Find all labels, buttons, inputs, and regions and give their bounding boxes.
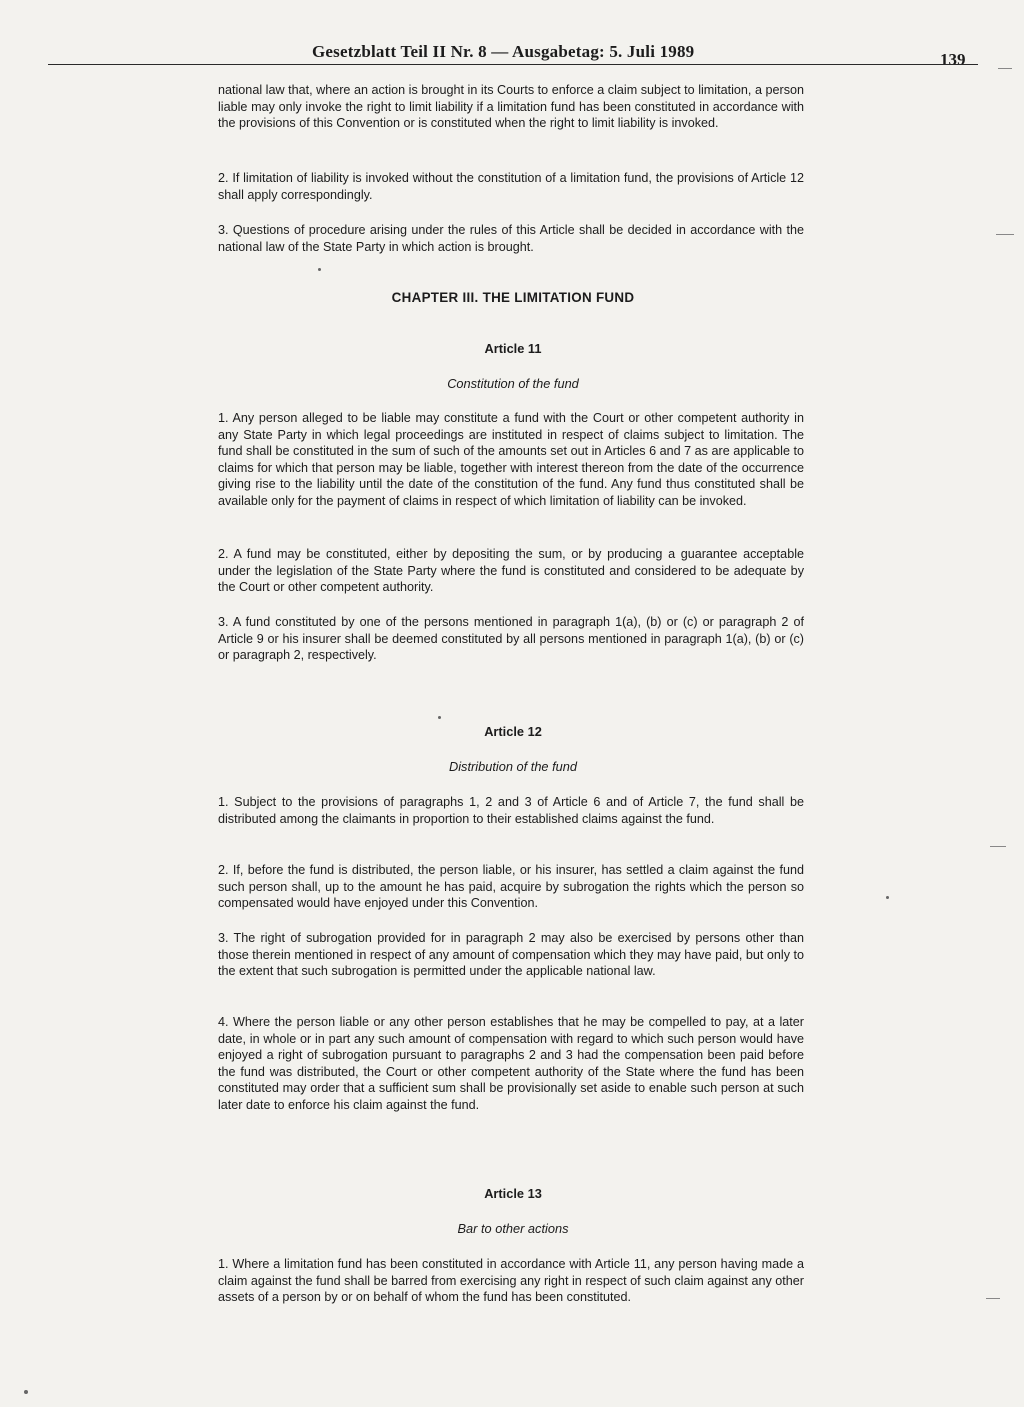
article10-paragraph-3: 3. Questions of procedure arising under the rules of this Article shall be decided in accordance with the national law of the State Party in which action is brought.	[218, 223, 804, 254]
scan-mark	[998, 68, 1012, 69]
running-head: Gesetzblatt Teil II Nr. 8 — Ausgabetag: 5. Juli 1989	[312, 42, 695, 61]
page-number: 139	[940, 50, 966, 69]
header-rule	[48, 64, 978, 65]
article-12-title: Article 12	[484, 724, 542, 739]
article-13-paragraph-1: 1. Where a limitation fund has been constituted in accordance with Article 11, any person having made a claim against the fund shall be barred from exercising any right in respect of such claim against any other assets of a person by or on behalf of whom the fund has been constituted.	[218, 1257, 804, 1305]
scan-mark	[986, 1298, 1000, 1299]
article-13-title: Article 13	[484, 1186, 542, 1201]
scan-speck	[24, 1390, 28, 1394]
article-12-paragraph-2: 2. If, before the fund is distributed, the person liable, or his insurer, has settled a claim against the fund such person shall, up to the amount he has paid, acquire by subrogation the rights which the person so compensated would have enjoyed under this Convention.	[218, 863, 804, 911]
scan-mark	[996, 234, 1014, 235]
article-12-subtitle: Distribution of the fund	[448, 759, 578, 774]
article10-paragraph-2: 2. If limitation of liability is invoked without the constitution of a limitation fund, the provisions of Article 12 shall apply correspondingly.	[218, 171, 804, 202]
article-11-title: Article 11	[484, 341, 542, 356]
article-13-subtitle: Bar to other actions	[457, 1221, 569, 1236]
article-12-paragraph-3: 3. The right of subrogation provided for in paragraph 2 may also be exercised by persons other than those therein mentioned in respect of any amount of compensation which they may have paid, but only to the extent that such subrogation is permitted under the applicable national law.	[218, 931, 804, 979]
article-11-paragraph-2: 2. A fund may be constituted, either by depositing the sum, or by producing a guarantee acceptable under the legislation of the State Party where the fund is constituted and considered to be adequate by the Court or other competent authority.	[218, 547, 804, 595]
article-11-paragraph-1: 1. Any person alleged to be liable may constitute a fund with the Court or other competent authority in any State Party in which legal proceedings are instituted in respect of claims subject to limitation. The fund shall be constituted in the sum of such of the amounts set out in Articles 6 and 7 as are applicable to claims for which that person may be liable, together with interest thereon from the date of the occurrence giving rise to the liability until the date of the constitution of the fund. Any fund thus constituted shall be available only for the payment of claims in respect of which limitation of liability can be invoked.	[218, 411, 804, 508]
article-12-paragraph-1: 1. Subject to the provisions of paragraphs 1, 2 and 3 of Article 6 and of Article 7, the fund shall be distributed among the claimants in proportion to their established claims against the fund.	[218, 795, 804, 826]
scan-speck	[438, 716, 441, 719]
scan-speck	[318, 268, 321, 271]
chapter-title: CHAPTER III. THE LIMITATION FUND	[391, 290, 635, 305]
page-header	[48, 40, 994, 72]
scan-speck	[886, 896, 889, 899]
article-11-paragraph-3: 3. A fund constituted by one of the persons mentioned in paragraph 1(a), (b) or (c) or paragraph 2 of Article 9 or his insurer shall be deemed constituted by all persons mentioned in paragraph 1(a), (b) or (c) or paragraph 2, respectively.	[218, 615, 804, 663]
scan-mark	[990, 846, 1006, 847]
article-11-subtitle: Constitution of the fund	[447, 376, 579, 391]
article-12-paragraph-4: 4. Where the person liable or any other person establishes that he may be compelled to pay, at a later date, in whole or in part any such amount of compensation with regard to which such person would have enjoyed a right of subrogation pursuant to paragraphs 2 and 3 had the compensation been paid before the fund was distributed, the Court or other competent authority of the State where the fund has been constituted may order that a sufficient sum shall be provisionally set aside to enable such person at such later date to enforce his claim against the fund.	[218, 1015, 804, 1112]
continuation-paragraph: national law that, where an action is brought in its Courts to enforce a claim subject to limitation, a person liable may only invoke the right to limit liability if a limitation fund has been constituted in accordance with the provisions of this Convention or is constituted when the right to limit liability is invoked.	[218, 83, 804, 131]
